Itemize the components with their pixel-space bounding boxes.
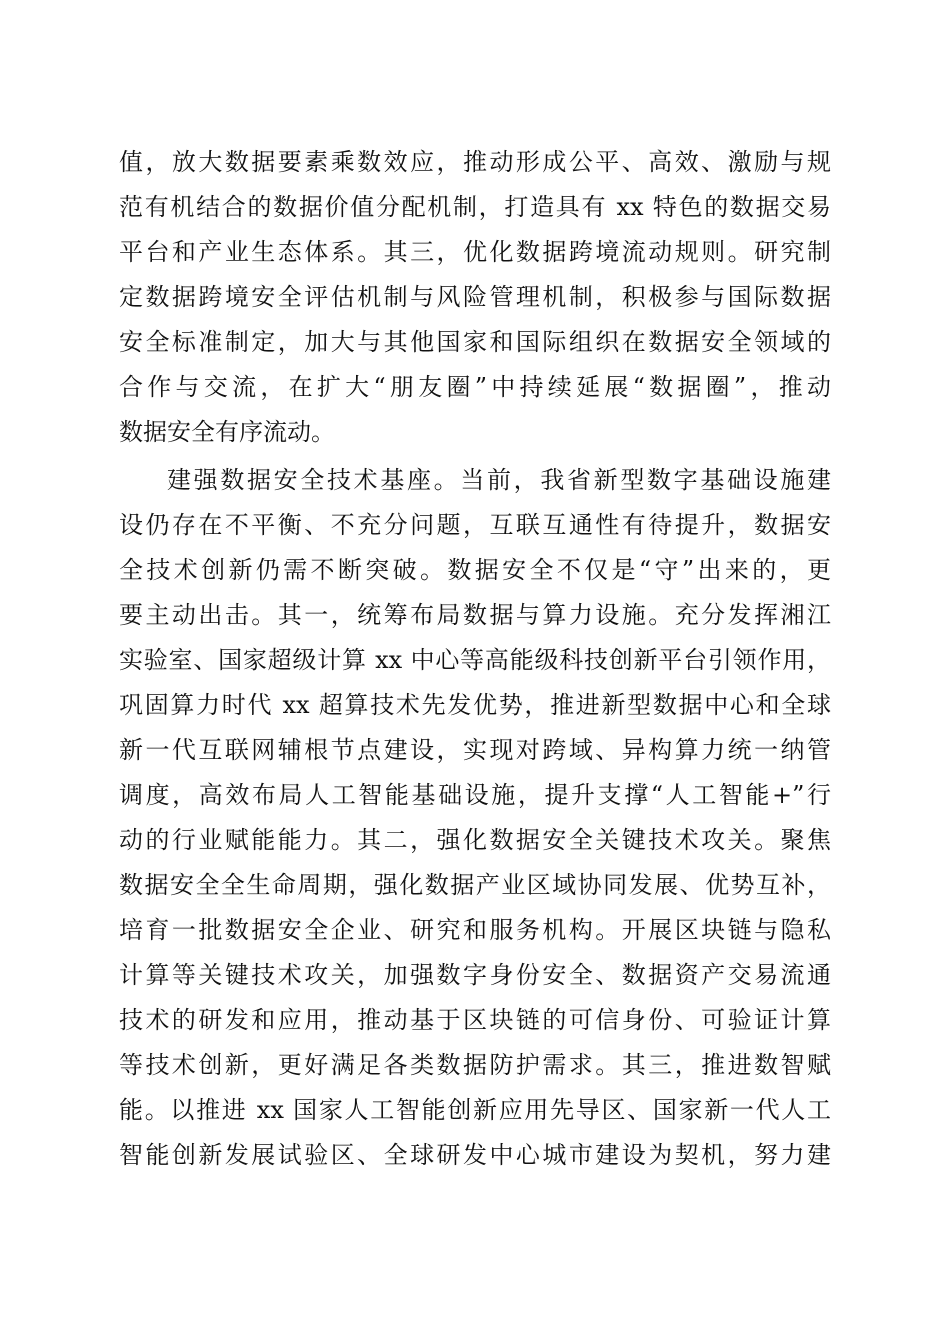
text-line: 智能创新发展试验区、全球研发中心城市建设为契机，努力建: [119, 1141, 831, 1169]
text-line: 培育一批数据安全企业、研究和服务机构。开展区块链与隐私: [119, 916, 831, 944]
text-line: 平台和产业生态体系。其三，优化数据跨境流动规则。研究制: [119, 238, 831, 266]
text-line: 能。以推进 xx 国家人工智能创新应用先导区、国家新一代人工: [119, 1096, 831, 1124]
text-line: 数据安全全生命周期，强化数据产业区域协同发展、优势互补，: [119, 871, 831, 899]
paragraph-continuation: [119, 140, 831, 455]
text-line: 数据安全有序流动。: [119, 418, 335, 446]
text-line: 合作与交流，在扩大“朋友圈”中持续延展“数据圈”，推动: [119, 373, 831, 401]
text-line: 建强数据安全技术基座。当前，我省新型数字基础设施建: [167, 466, 831, 494]
text-line: 动的行业赋能能力。其二，强化数据安全关键技术攻关。聚焦: [119, 826, 831, 854]
paragraph-data-security-infrastructure: [119, 458, 831, 1178]
text-line: 技术的研发和应用，推动基于区块链的可信身份、可验证计算: [119, 1006, 831, 1034]
text-line: 范有机结合的数据价值分配机制，打造具有 xx 特色的数据交易: [119, 193, 831, 221]
text-line: 安全标准制定，加大与其他国家和国际组织在数据安全领域的: [119, 328, 831, 356]
text-line: 全技术创新仍需不断突破。数据安全不仅是“守”出来的，更: [119, 556, 831, 584]
text-line: 设仍存在不平衡、不充分问题，互联互通性有待提升，数据安: [119, 511, 831, 539]
text-line: 调度，高效布局人工智能基础设施，提升支撑“人工智能+”行: [119, 781, 831, 809]
text-line: 巩固算力时代 xx 超算技术先发优势，推进新型数据中心和全球: [119, 691, 831, 719]
text-line: 值，放大数据要素乘数效应，推动形成公平、高效、激励与规: [119, 148, 831, 176]
text-line: 实验室、国家超级计算 xx 中心等高能级科技创新平台引领作用，: [119, 646, 831, 674]
text-line: 计算等关键技术攻关，加强数字身份安全、数据资产交易流通: [119, 961, 831, 989]
text-line: 要主动出击。其一，统筹布局数据与算力设施。充分发挥湘江: [119, 601, 831, 629]
text-line: 新一代互联网辅根节点建设，实现对跨域、异构算力统一纳管: [119, 736, 831, 764]
text-line: 等技术创新，更好满足各类数据防护需求。其三，推进数智赋: [119, 1051, 831, 1079]
text-line: 定数据跨境安全评估机制与风险管理机制，积极参与国际数据: [119, 283, 831, 311]
